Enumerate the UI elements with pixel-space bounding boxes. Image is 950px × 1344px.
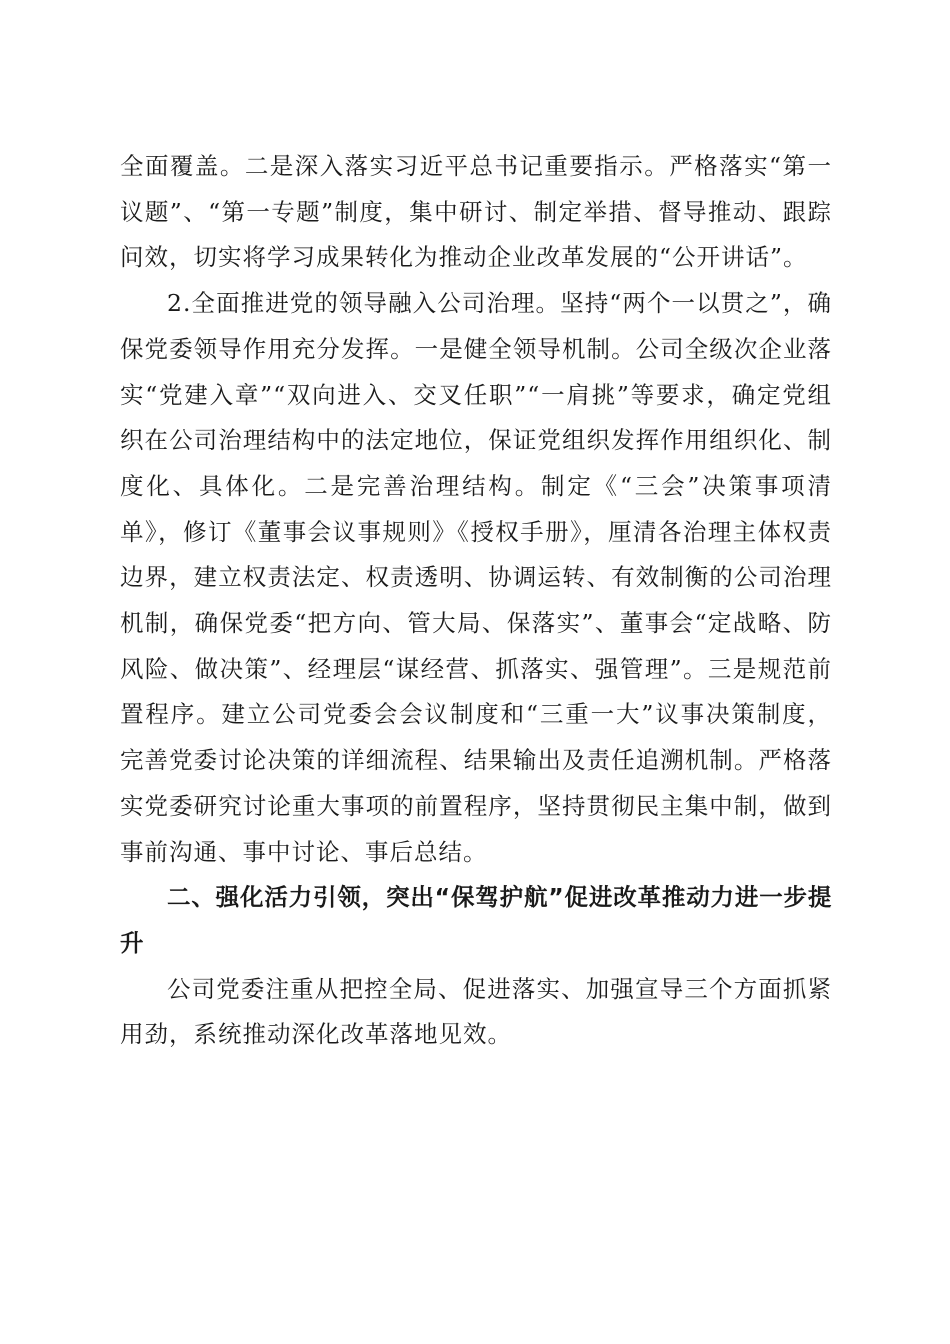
- document-body: [120, 144, 832, 1058]
- section-heading: 二、强化活力引领，突出“保驾护航”促进改革推动力进一步提升: [120, 883, 832, 957]
- section-intro-paragraph: 公司党委注重从把控全局、促进落实、加强宣导三个方面抓紧用劲，系统推动深化改革落地见效。: [120, 974, 832, 1049]
- paragraph-continuation: 全面覆盖。二是深入落实习近平总书记重要指示。严格落实“第一议题”、“第一专题”制度，集中研讨、制定举措、督导推动、跟踪问效，切实将学习成果转化为推动企业改革发展的“公开讲话”。: [120, 152, 832, 272]
- paragraph-item-2: 2.全面推进党的领导融入公司治理。坚持“两个一以贯之”，确保党委领导作用充分发挥。一是健全领导机制。公司全级次企业落实“党建入章”“双向进入、交叉任职”“一肩挑”等要求，确定党组织在公司治理结构中的法定地位，保证党组织发挥作用组织化、制度化、具体化。二是完善治理结构。制定《“三会”决策事项清单》，修订《董事会议事规则》《授权手册》，厘清各治理主体权责边界，建立权责法定、权责透明、协调运转、有效制衡的公司治理机制，确保党委“把方向、管大局、保落实”、董事会“定战略、防风险、做决策”、经理层“谋经营、抓落实、强管理”。三是规范前置程序。建立公司党委会会议制度和“三重一大”议事决策制度，完善党委讨论决策的详细流程、结果输出及责任追溯机制。严格落实党委研究讨论重大事项的前置程序，坚持贯彻民主集中制，做到事前沟通、事中讨论、事后总结。: [120, 289, 832, 866]
